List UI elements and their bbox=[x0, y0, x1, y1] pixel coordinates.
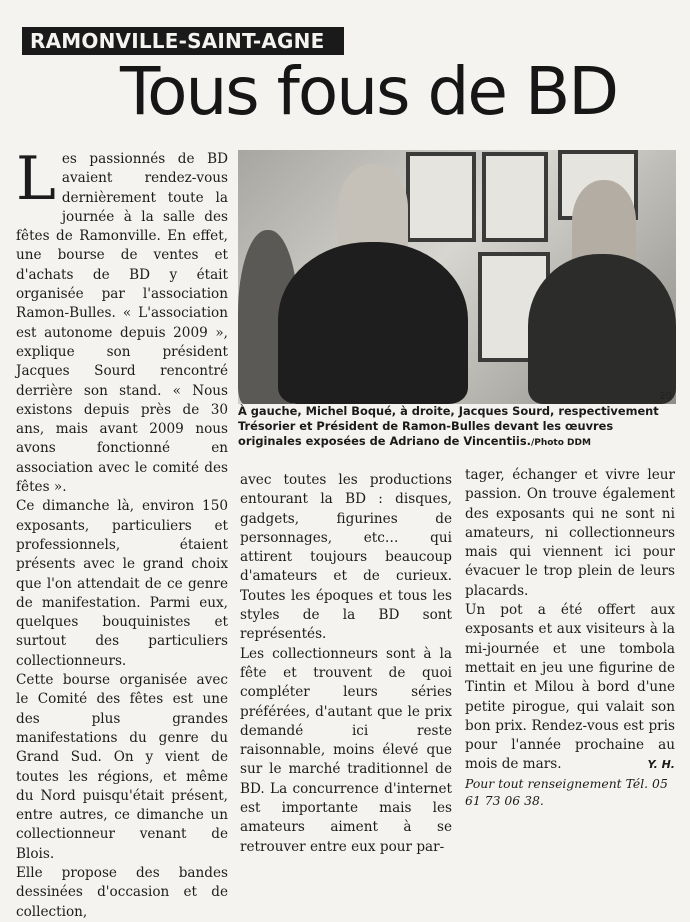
paragraph-raffle bbox=[465, 601, 675, 775]
paragraph-raffle-text: Un pot a été offert aux exposants et aux visiteurs à la mi-journée et une tombola mettait en jeu une figurine de Tintin et Milou à bord d'une petite pirogue, qui valait son bon prix. Rendez-vous est pris pour l'année prochaine au mois de mars. bbox=[465, 602, 675, 773]
author-signature: Y. H. bbox=[647, 758, 675, 772]
paragraph-offer: Elle propose des bandes dessinées d'occasion et de collection, bbox=[16, 864, 228, 920]
paragraph-productions: avec toutes les productions entourant la BD : disques, gadgets, figurines de personnages, etc… qui attirent toujours beaucoup d'amateurs et de curieux. Toutes les époques et tous les styles de la BD sont représentés. bbox=[240, 472, 452, 643]
column-2 bbox=[240, 471, 452, 855]
caption-text: À gauche, Michel Boqué, à droite, Jacques Sourd, respectivement Trésorier et Président de Ramon-Bulles devant les œuvres originales exposées de Adriano de Vincentiis. bbox=[238, 404, 659, 448]
paragraph-intro: es passionnés de BD avaient rendez-vous dernièrement toute la journée à la salle des fêtes de Ramonville. En effet, une bourse de ventes et d'achats de BD y était organisée par l'association Ramon-Bulles. « L'association est autonome depuis 2009 », explique son président Jacques Sourd rencontré derrière son stand. « Nous existons depuis près de 30 ans, mais avant 2009 nous avons fonctionné en association avec le comité des fêtes ». bbox=[16, 151, 228, 496]
paragraph-bourse: Cette bourse organisée avec le Comité des fêtes est une des plus grandes manifestations du genre du Grand Sud. On y vient de toutes les régions, et même du Nord puisqu'était présent, entre autres, ce dimanche un collectionneur venant de Blois. bbox=[16, 672, 228, 862]
photo-person-body-left bbox=[278, 242, 468, 404]
article-headline: Tous fous de BD bbox=[120, 53, 618, 130]
section-kicker: RAMONVILLE-SAINT-AGNE bbox=[22, 27, 344, 55]
article-photo bbox=[238, 150, 676, 404]
photo-frame-artwork bbox=[406, 152, 476, 242]
column-1 bbox=[16, 144, 228, 920]
column-3 bbox=[465, 466, 675, 808]
paragraph-collectors: Les collectionneurs sont à la fête et trouvent de quoi compléter leurs séries préférées, d'autant que le prix demandé ici reste raisonnable, moins élevé que sur le marché traditionnel de BD. La concurrence d'internet est importante mais les amateurs aiment à se retrouver entre eux pour par- bbox=[240, 645, 452, 855]
photo-credit: /Photo DDM bbox=[530, 438, 591, 448]
photo-frame-artwork bbox=[482, 152, 548, 242]
paragraph-exhibitors: Ce dimanche là, environ 150 exposants, particuliers et professionnels, étaient présents avec le grand choix que l'on attendait de ce genre de manifestation. Parmi eux, quelques bouquinistes et surtout des particuliers collectionneurs. bbox=[16, 498, 228, 669]
photo-caption bbox=[238, 404, 678, 451]
photo-person-body-right bbox=[528, 254, 676, 404]
photo-corner-mark: 20 bbox=[659, 391, 672, 402]
contact-info: Pour tout renseignement Tél. 05 61 73 06 38. bbox=[465, 775, 668, 808]
paragraph-sharing: tager, échanger et vivre leur passion. On trouve également des exposants qui ne sont ni amateurs, ni collectionneurs mais qui viennent ici pour évacuer le trop plein de leurs placards. bbox=[465, 467, 675, 599]
drop-cap: L bbox=[16, 144, 56, 214]
